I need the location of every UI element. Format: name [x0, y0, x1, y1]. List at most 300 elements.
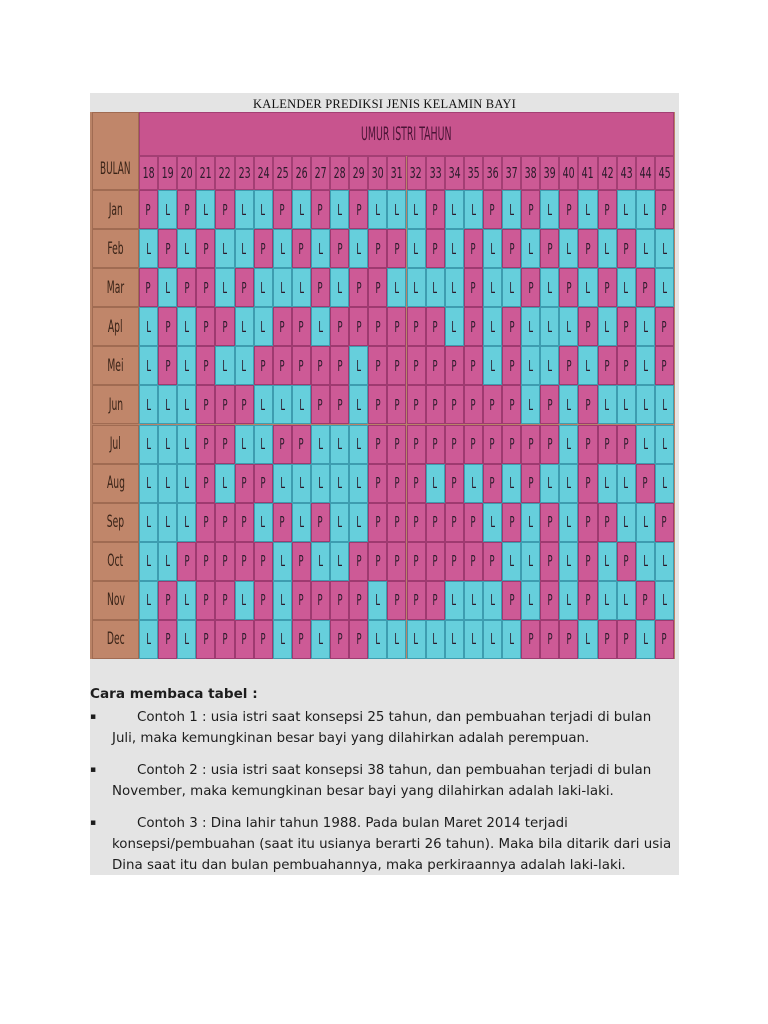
prediction-cell: P: [521, 620, 540, 659]
prediction-cell: L: [158, 268, 177, 307]
prediction-cell: P: [387, 425, 406, 464]
prediction-cell: P: [349, 190, 368, 229]
prediction-cell: L: [540, 346, 559, 385]
prediction-cell: P: [464, 268, 483, 307]
prediction-cell: P: [578, 385, 597, 424]
prediction-cell: L: [617, 268, 636, 307]
prediction-cell: L: [540, 307, 559, 346]
prediction-cell: P: [368, 307, 387, 346]
prediction-cell: L: [521, 542, 540, 581]
prediction-cell: L: [235, 425, 254, 464]
prediction-cell: P: [445, 385, 464, 424]
age-header-31: 31: [387, 156, 406, 190]
prediction-cell: L: [559, 385, 578, 424]
age-header-22: 22: [215, 156, 234, 190]
prediction-cell: P: [177, 542, 196, 581]
age-header-37: 37: [502, 156, 521, 190]
prediction-cell: L: [139, 425, 158, 464]
prediction-cell: L: [177, 229, 196, 268]
prediction-cell: P: [368, 464, 387, 503]
prediction-cell: L: [387, 620, 406, 659]
prediction-cell: P: [387, 385, 406, 424]
prediction-cell: L: [139, 385, 158, 424]
prediction-cell: P: [521, 464, 540, 503]
prediction-cell: L: [196, 190, 215, 229]
prediction-cell: P: [330, 346, 349, 385]
month-label-mei: Mei: [92, 346, 139, 385]
prediction-cell: P: [196, 346, 215, 385]
prediction-cell: P: [311, 190, 330, 229]
prediction-cell: P: [559, 268, 578, 307]
prediction-cell: L: [311, 464, 330, 503]
prediction-cell: P: [196, 385, 215, 424]
prediction-cell: P: [349, 307, 368, 346]
prediction-cell: L: [215, 346, 234, 385]
prediction-cell: L: [598, 229, 617, 268]
prediction-cell: L: [636, 620, 655, 659]
example-text: Contoh 3 : Dina lahir tahun 1988. Pada bulan Maret 2014 terjadi konsepsi/pembuahan (saat itu usianya berarti 26 tahun). Maka bila ditarik dari usia Dina saat itu dan bulan pembuahannya, maka perkiraannya adalah laki-laki.: [112, 816, 672, 873]
month-column-header: BULAN: [92, 112, 139, 190]
month-label-aug: Aug: [92, 464, 139, 503]
prediction-cell: L: [407, 190, 426, 229]
prediction-cell: P: [196, 464, 215, 503]
prediction-cell: L: [407, 268, 426, 307]
prediction-cell: P: [540, 385, 559, 424]
prediction-cell: P: [158, 581, 177, 620]
prediction-cell: L: [578, 620, 597, 659]
prediction-cell: P: [368, 542, 387, 581]
prediction-cell: P: [521, 268, 540, 307]
bullet-icon: ▪: [90, 765, 97, 775]
prediction-cell: L: [273, 581, 292, 620]
prediction-cell: L: [426, 620, 445, 659]
prediction-cell: P: [464, 503, 483, 542]
prediction-cell: L: [636, 307, 655, 346]
prediction-cell: P: [407, 346, 426, 385]
prediction-cell: P: [330, 385, 349, 424]
prediction-cell: L: [559, 542, 578, 581]
prediction-cell: L: [273, 542, 292, 581]
prediction-cell: P: [464, 425, 483, 464]
prediction-cell: P: [521, 190, 540, 229]
prediction-cell: P: [426, 190, 445, 229]
prediction-cell: L: [349, 346, 368, 385]
prediction-cell: P: [426, 425, 445, 464]
prediction-cell: P: [407, 307, 426, 346]
prediction-cell: P: [215, 620, 234, 659]
prediction-cell: L: [636, 425, 655, 464]
prediction-cell: L: [368, 581, 387, 620]
gender-prediction-table: [90, 112, 675, 659]
prediction-cell: P: [215, 503, 234, 542]
prediction-cell: L: [139, 503, 158, 542]
prediction-cell: L: [177, 620, 196, 659]
prediction-cell: L: [215, 268, 234, 307]
prediction-cell: L: [559, 425, 578, 464]
age-header-26: 26: [292, 156, 311, 190]
prediction-cell: P: [483, 385, 502, 424]
prediction-cell: L: [521, 346, 540, 385]
prediction-cell: L: [483, 346, 502, 385]
prediction-cell: P: [177, 190, 196, 229]
prediction-cell: P: [273, 425, 292, 464]
prediction-cell: P: [235, 542, 254, 581]
prediction-cell: P: [540, 620, 559, 659]
month-label-apl: Apl: [92, 307, 139, 346]
age-header-30: 30: [368, 156, 387, 190]
example-1: [90, 707, 679, 749]
prediction-cell: L: [273, 385, 292, 424]
prediction-cell: L: [464, 620, 483, 659]
prediction-cell: P: [407, 542, 426, 581]
prediction-cell: L: [502, 190, 521, 229]
prediction-cell: L: [254, 190, 273, 229]
age-header-27: 27: [311, 156, 330, 190]
prediction-cell: L: [502, 620, 521, 659]
prediction-cell: P: [273, 346, 292, 385]
prediction-cell: P: [540, 229, 559, 268]
document-title: KALENDER PREDIKSI JENIS KELAMIN BAYI: [253, 97, 516, 111]
prediction-cell: L: [426, 464, 445, 503]
prediction-cell: L: [215, 229, 234, 268]
prediction-cell: P: [540, 542, 559, 581]
prediction-cell: P: [215, 307, 234, 346]
prediction-cell: P: [655, 346, 674, 385]
prediction-cell: P: [387, 542, 406, 581]
prediction-cell: L: [273, 229, 292, 268]
prediction-cell: P: [292, 307, 311, 346]
month-label-jan: Jan: [92, 190, 139, 229]
prediction-cell: L: [540, 190, 559, 229]
prediction-cell: L: [578, 268, 597, 307]
age-header-41: 41: [578, 156, 597, 190]
prediction-cell: P: [387, 464, 406, 503]
prediction-cell: L: [273, 620, 292, 659]
month-label-jul: Jul: [92, 425, 139, 464]
prediction-cell: L: [655, 581, 674, 620]
prediction-cell: L: [292, 190, 311, 229]
prediction-cell: L: [655, 425, 674, 464]
prediction-cell: L: [254, 425, 273, 464]
prediction-cell: L: [464, 190, 483, 229]
prediction-cell: P: [349, 581, 368, 620]
prediction-cell: P: [521, 425, 540, 464]
bullet-icon: ▪: [90, 712, 97, 722]
prediction-cell: P: [445, 425, 464, 464]
prediction-cell: L: [540, 268, 559, 307]
prediction-cell: P: [387, 346, 406, 385]
prediction-cell: P: [464, 307, 483, 346]
prediction-cell: L: [464, 581, 483, 620]
prediction-cell: P: [196, 620, 215, 659]
prediction-cell: L: [617, 385, 636, 424]
prediction-cell: P: [158, 307, 177, 346]
prediction-cell: L: [292, 268, 311, 307]
prediction-cell: P: [368, 229, 387, 268]
prediction-cell: P: [464, 385, 483, 424]
prediction-cell: L: [617, 503, 636, 542]
prediction-cell: L: [636, 503, 655, 542]
month-label-nov: Nov: [92, 581, 139, 620]
prediction-cell: P: [273, 307, 292, 346]
month-label-mar: Mar: [92, 268, 139, 307]
prediction-cell: P: [407, 385, 426, 424]
prediction-cell: P: [158, 229, 177, 268]
prediction-cell: P: [578, 229, 597, 268]
prediction-cell: P: [196, 307, 215, 346]
prediction-cell: L: [598, 581, 617, 620]
prediction-cell: L: [445, 268, 464, 307]
month-label-jun: Jun: [92, 385, 139, 424]
prediction-cell: L: [311, 542, 330, 581]
prediction-cell: P: [617, 346, 636, 385]
age-header-25: 25: [273, 156, 292, 190]
prediction-cell: P: [254, 346, 273, 385]
prediction-cell: L: [368, 190, 387, 229]
prediction-cell: L: [349, 425, 368, 464]
prediction-cell: P: [235, 464, 254, 503]
prediction-cell: P: [464, 229, 483, 268]
prediction-cell: P: [196, 425, 215, 464]
prediction-cell: L: [139, 620, 158, 659]
prediction-cell: P: [273, 503, 292, 542]
prediction-cell: P: [311, 503, 330, 542]
prediction-cell: P: [215, 425, 234, 464]
age-header-18: 18: [139, 156, 158, 190]
prediction-cell: P: [636, 581, 655, 620]
prediction-cell: P: [578, 542, 597, 581]
prediction-cell: L: [502, 464, 521, 503]
prediction-cell: L: [349, 503, 368, 542]
prediction-cell: P: [578, 425, 597, 464]
prediction-cell: L: [254, 307, 273, 346]
prediction-cell: L: [368, 620, 387, 659]
prediction-cell: L: [521, 581, 540, 620]
month-label-feb: Feb: [92, 229, 139, 268]
age-group-header: UMUR ISTRI TAHUN: [139, 112, 674, 156]
age-header-19: 19: [158, 156, 177, 190]
prediction-cell: L: [349, 229, 368, 268]
prediction-cell: P: [387, 503, 406, 542]
prediction-cell: P: [598, 503, 617, 542]
prediction-cell: P: [483, 464, 502, 503]
prediction-cell: P: [445, 346, 464, 385]
prediction-cell: L: [177, 307, 196, 346]
prediction-cell: L: [598, 542, 617, 581]
prediction-cell: P: [655, 620, 674, 659]
prediction-cell: P: [426, 346, 445, 385]
prediction-cell: L: [655, 464, 674, 503]
prediction-cell: P: [636, 268, 655, 307]
prediction-cell: L: [158, 503, 177, 542]
prediction-cell: P: [349, 620, 368, 659]
prediction-cell: L: [330, 190, 349, 229]
prediction-cell: P: [617, 542, 636, 581]
prediction-cell: P: [254, 542, 273, 581]
prediction-cell: P: [254, 464, 273, 503]
bullet-icon: ▪: [90, 818, 97, 828]
prediction-cell: L: [578, 190, 597, 229]
prediction-cell: L: [540, 464, 559, 503]
prediction-cell: P: [292, 620, 311, 659]
age-header-32: 32: [407, 156, 426, 190]
prediction-cell: L: [330, 503, 349, 542]
prediction-cell: P: [578, 464, 597, 503]
prediction-cell: P: [655, 307, 674, 346]
prediction-cell: L: [139, 542, 158, 581]
prediction-cell: L: [235, 307, 254, 346]
prediction-cell: P: [254, 620, 273, 659]
prediction-cell: L: [445, 307, 464, 346]
prediction-cell: P: [407, 581, 426, 620]
prediction-cell: P: [215, 385, 234, 424]
prediction-cell: P: [598, 268, 617, 307]
prediction-cell: P: [235, 620, 254, 659]
prediction-cell: L: [177, 503, 196, 542]
prediction-cell: L: [177, 385, 196, 424]
prediction-cell: P: [368, 268, 387, 307]
prediction-cell: L: [292, 503, 311, 542]
prediction-cell: P: [158, 620, 177, 659]
prediction-cell: P: [426, 581, 445, 620]
prediction-cell: P: [540, 581, 559, 620]
prediction-cell: P: [502, 307, 521, 346]
prediction-cell: P: [598, 425, 617, 464]
prediction-cell: L: [521, 307, 540, 346]
reading-instructions: [90, 684, 679, 887]
prediction-cell: P: [368, 385, 387, 424]
age-header-20: 20: [177, 156, 196, 190]
prediction-cell: L: [636, 542, 655, 581]
prediction-cell: L: [177, 425, 196, 464]
prediction-cell: P: [311, 268, 330, 307]
prediction-cell: P: [483, 542, 502, 581]
prediction-cell: P: [368, 425, 387, 464]
prediction-cell: L: [177, 581, 196, 620]
document-page: [90, 93, 679, 875]
prediction-cell: L: [617, 581, 636, 620]
prediction-cell: P: [387, 229, 406, 268]
age-header-40: 40: [559, 156, 578, 190]
prediction-cell: P: [330, 307, 349, 346]
prediction-cell: L: [139, 464, 158, 503]
prediction-cell: P: [502, 425, 521, 464]
prediction-cell: P: [559, 620, 578, 659]
prediction-cell: L: [235, 581, 254, 620]
prediction-cell: L: [292, 464, 311, 503]
prediction-cell: L: [559, 581, 578, 620]
prediction-cell: P: [387, 307, 406, 346]
prediction-cell: L: [139, 229, 158, 268]
prediction-cell: P: [445, 542, 464, 581]
prediction-cell: L: [598, 307, 617, 346]
age-header-29: 29: [349, 156, 368, 190]
prediction-cell: L: [407, 229, 426, 268]
example-3: [90, 813, 679, 876]
prediction-cell: L: [521, 229, 540, 268]
prediction-cell: P: [196, 542, 215, 581]
prediction-cell: L: [254, 385, 273, 424]
prediction-cell: P: [330, 229, 349, 268]
prediction-cell: L: [235, 346, 254, 385]
prediction-cell: L: [177, 464, 196, 503]
prediction-cell: P: [426, 503, 445, 542]
prediction-cell: P: [292, 229, 311, 268]
prediction-cell: P: [426, 307, 445, 346]
prediction-cell: L: [158, 542, 177, 581]
prediction-cell: P: [502, 346, 521, 385]
prediction-cell: L: [464, 464, 483, 503]
prediction-cell: L: [559, 307, 578, 346]
prediction-cell: L: [598, 385, 617, 424]
prediction-cell: P: [311, 581, 330, 620]
prediction-cell: L: [483, 620, 502, 659]
prediction-cell: P: [655, 190, 674, 229]
prediction-cell: P: [215, 581, 234, 620]
prediction-cell: L: [311, 425, 330, 464]
prediction-cell: L: [617, 190, 636, 229]
month-label-dec: Dec: [92, 620, 139, 659]
prediction-cell: L: [617, 464, 636, 503]
prediction-cell: L: [311, 307, 330, 346]
prediction-cell: L: [254, 268, 273, 307]
prediction-cell: P: [387, 581, 406, 620]
prediction-cell: P: [502, 503, 521, 542]
prediction-cell: P: [368, 346, 387, 385]
prediction-cell: P: [311, 385, 330, 424]
prediction-cell: P: [617, 229, 636, 268]
prediction-cell: L: [598, 464, 617, 503]
prediction-cell: P: [368, 503, 387, 542]
prediction-cell: L: [559, 503, 578, 542]
prediction-cell: P: [311, 346, 330, 385]
prediction-cell: P: [617, 307, 636, 346]
prediction-cell: L: [330, 542, 349, 581]
example-text: Contoh 2 : usia istri saat konsepsi 38 tahun, dan pembuahan terjadi di bulan November, maka kemungkinan besar bayi yang dilahirkan adalah laki-laki.: [112, 763, 652, 799]
age-header-42: 42: [598, 156, 617, 190]
age-header-33: 33: [426, 156, 445, 190]
prediction-cell: P: [292, 425, 311, 464]
prediction-cell: P: [578, 581, 597, 620]
prediction-cell: P: [502, 385, 521, 424]
prediction-cell: P: [254, 229, 273, 268]
prediction-cell: P: [464, 346, 483, 385]
prediction-cell: P: [426, 385, 445, 424]
age-header-23: 23: [235, 156, 254, 190]
age-header-24: 24: [254, 156, 273, 190]
prediction-cell: P: [617, 620, 636, 659]
age-header-35: 35: [464, 156, 483, 190]
example-text: Contoh 1 : usia istri saat konsepsi 25 tahun, dan pembuahan terjadi di bulan Juli, maka kemungkinan besar bayi yang dilahirkan adalah perempuan.: [112, 710, 652, 746]
prediction-cell: L: [578, 346, 597, 385]
prediction-cell: P: [578, 503, 597, 542]
prediction-cell: L: [655, 542, 674, 581]
prediction-cell: L: [158, 190, 177, 229]
prediction-cell: P: [196, 503, 215, 542]
prediction-cell: L: [655, 268, 674, 307]
prediction-cell: L: [483, 307, 502, 346]
prediction-cell: L: [483, 581, 502, 620]
prediction-cell: P: [349, 268, 368, 307]
prediction-cell: L: [235, 229, 254, 268]
age-header-21: 21: [196, 156, 215, 190]
prediction-cell: P: [235, 385, 254, 424]
prediction-cell: P: [407, 503, 426, 542]
prediction-cell: L: [502, 268, 521, 307]
prediction-cell: P: [655, 503, 674, 542]
prediction-cell: L: [559, 464, 578, 503]
prediction-cell: P: [540, 425, 559, 464]
